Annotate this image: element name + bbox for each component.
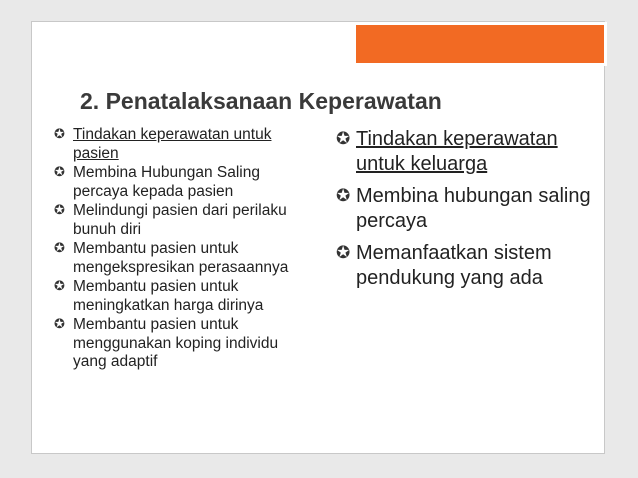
slide-title: 2. Penatalaksanaan Keperawatan <box>80 88 442 114</box>
list-item <box>54 202 299 239</box>
list-item-heading: Tindakan keperawatan untuk keluarga <box>356 128 558 175</box>
list-item <box>54 278 299 315</box>
list-item <box>336 241 598 291</box>
right-bullet-list <box>336 127 598 298</box>
list-item <box>54 126 299 163</box>
bullet-circle-icon: ✪ <box>54 279 65 294</box>
bullet-circle-icon: ✪ <box>336 129 351 149</box>
list-item-text: Membantu pasien untuk menggunakan koping individu yang adaptif <box>73 316 279 370</box>
list-item <box>336 127 598 177</box>
list-item <box>336 184 598 234</box>
list-item-text: Membina Hubungan Saling percaya kepada pasien <box>73 164 260 200</box>
list-item-text: Membantu pasien untuk mengekspresikan perasaannya <box>73 240 289 276</box>
bullet-circle-icon: ✪ <box>54 127 65 142</box>
list-item-text: Memanfaatkan sistem pendukung yang ada <box>356 242 552 289</box>
list-item-heading: Tindakan keperawatan untuk pasien <box>73 126 272 162</box>
bullet-circle-icon: ✪ <box>336 186 351 206</box>
list-item <box>54 240 299 277</box>
bullet-circle-icon: ✪ <box>54 203 65 218</box>
list-item-text: Membina hubungan saling percaya <box>356 185 591 232</box>
list-item <box>54 316 299 372</box>
bullet-circle-icon: ✪ <box>54 165 65 180</box>
left-bullet-list <box>54 126 299 373</box>
bullet-circle-icon: ✪ <box>336 243 351 263</box>
list-item-text: Melindungi pasien dari perilaku bunuh diri <box>73 202 287 238</box>
bullet-circle-icon: ✪ <box>54 241 65 256</box>
list-item <box>54 164 299 201</box>
bullet-circle-icon: ✪ <box>54 317 65 332</box>
accent-bar <box>353 22 607 66</box>
list-item-text: Membantu pasien untuk meningkatkan harga dirinya <box>73 278 264 314</box>
